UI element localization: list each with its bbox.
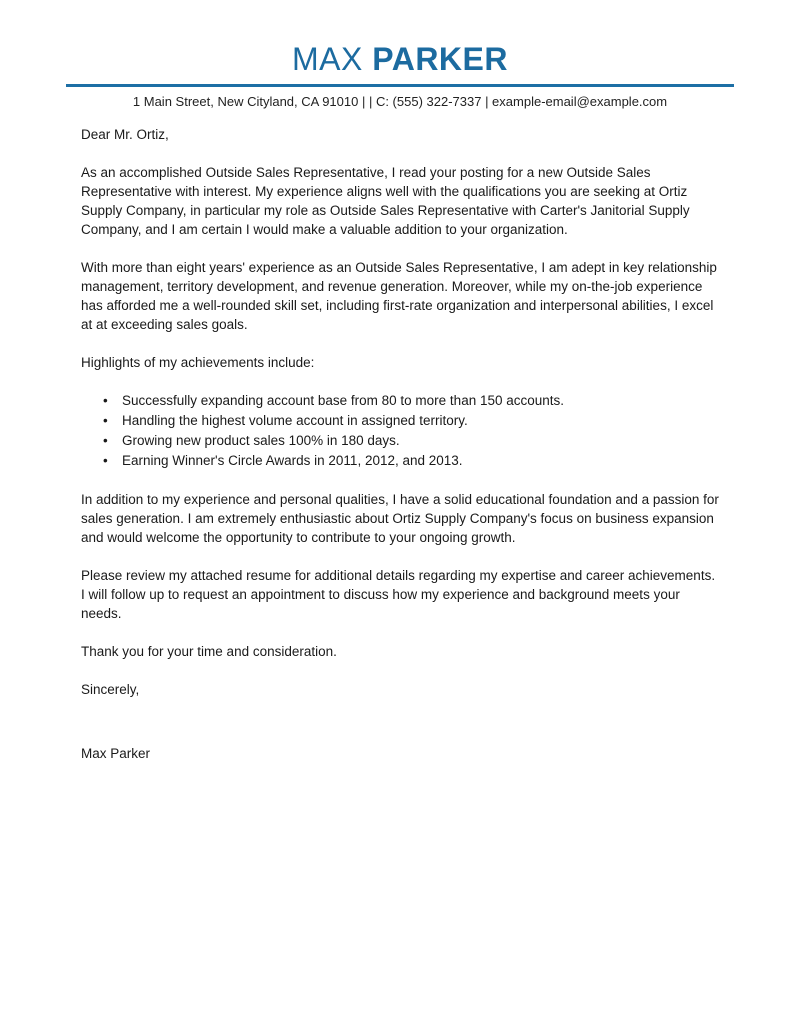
- highlights-intro: Highlights of my achievements include:: [81, 355, 315, 371]
- letter-header: [0, 0, 800, 109]
- highlight-text: Handling the highest volume account in assigned territory.: [122, 413, 468, 429]
- bullet-icon: •: [103, 393, 108, 409]
- bullet-icon: •: [103, 413, 108, 429]
- contact-info-line: 1 Main Street, New Cityland, CA 91010 | | C: (555) 322-7337 | example-email@example.com: [132, 94, 668, 110]
- highlight-text: Growing new product sales 100% in 180 days.: [122, 433, 400, 449]
- header-divider-rule: [66, 84, 734, 87]
- list-item: [81, 391, 721, 411]
- list-item: [81, 411, 721, 431]
- salutation: Dear Mr. Ortiz,: [81, 127, 169, 143]
- candidate-last-name: PARKER: [372, 41, 508, 77]
- bullet-icon: •: [103, 433, 108, 449]
- candidate-first-name: MAX: [292, 41, 363, 77]
- paragraph-intro: As an accomplished Outside Sales Representative, I read your posting for a new Outside Sales Representative with interest. My experience aligns well with the qualifications you are seeking at Ortiz Supply Company, in particular my role as Outside Sales Representative with Carter's Janitorial Supply Company, and I am certain I would make a valuable addition to your organization.: [81, 165, 690, 238]
- paragraph-education: In addition to my experience and personal qualities, I have a solid educational foundation and a passion for sales generation. I am extremely enthusiastic about Ortiz Supply Company's focus on business expansion and would welcome the opportunity to contribute to your ongoing growth.: [81, 492, 719, 546]
- list-item: [81, 431, 721, 451]
- signature-name: Max Parker: [81, 746, 151, 762]
- list-item: [81, 451, 721, 471]
- bullet-icon: •: [103, 453, 108, 469]
- paragraph-follow-up: Please review my attached resume for additional details regarding my expertise and career achievements. I will follow up to request an appointment to discuss how my experience and background meets your needs.: [81, 568, 716, 622]
- highlight-text: Successfully expanding account base from 80 to more than 150 accounts.: [122, 393, 565, 409]
- letter-body: [81, 125, 721, 763]
- paragraph-thanks: Thank you for your time and consideration.: [81, 644, 337, 660]
- highlights-list: [81, 391, 721, 471]
- paragraph-experience: With more than eight years' experience as an Outside Sales Representative, I am adept in key relationship management, territory development, and revenue generation. Moreover, while my on-the-job experience has afforded me a well-rounded skill set, including first-rate organization and interpersonal abilities, I excel at at exceeding sales goals.: [81, 260, 717, 333]
- signoff: Sincerely,: [81, 682, 140, 698]
- candidate-name: [0, 42, 800, 77]
- highlight-text: Earning Winner's Circle Awards in 2011, 2012, and 2013.: [122, 453, 463, 469]
